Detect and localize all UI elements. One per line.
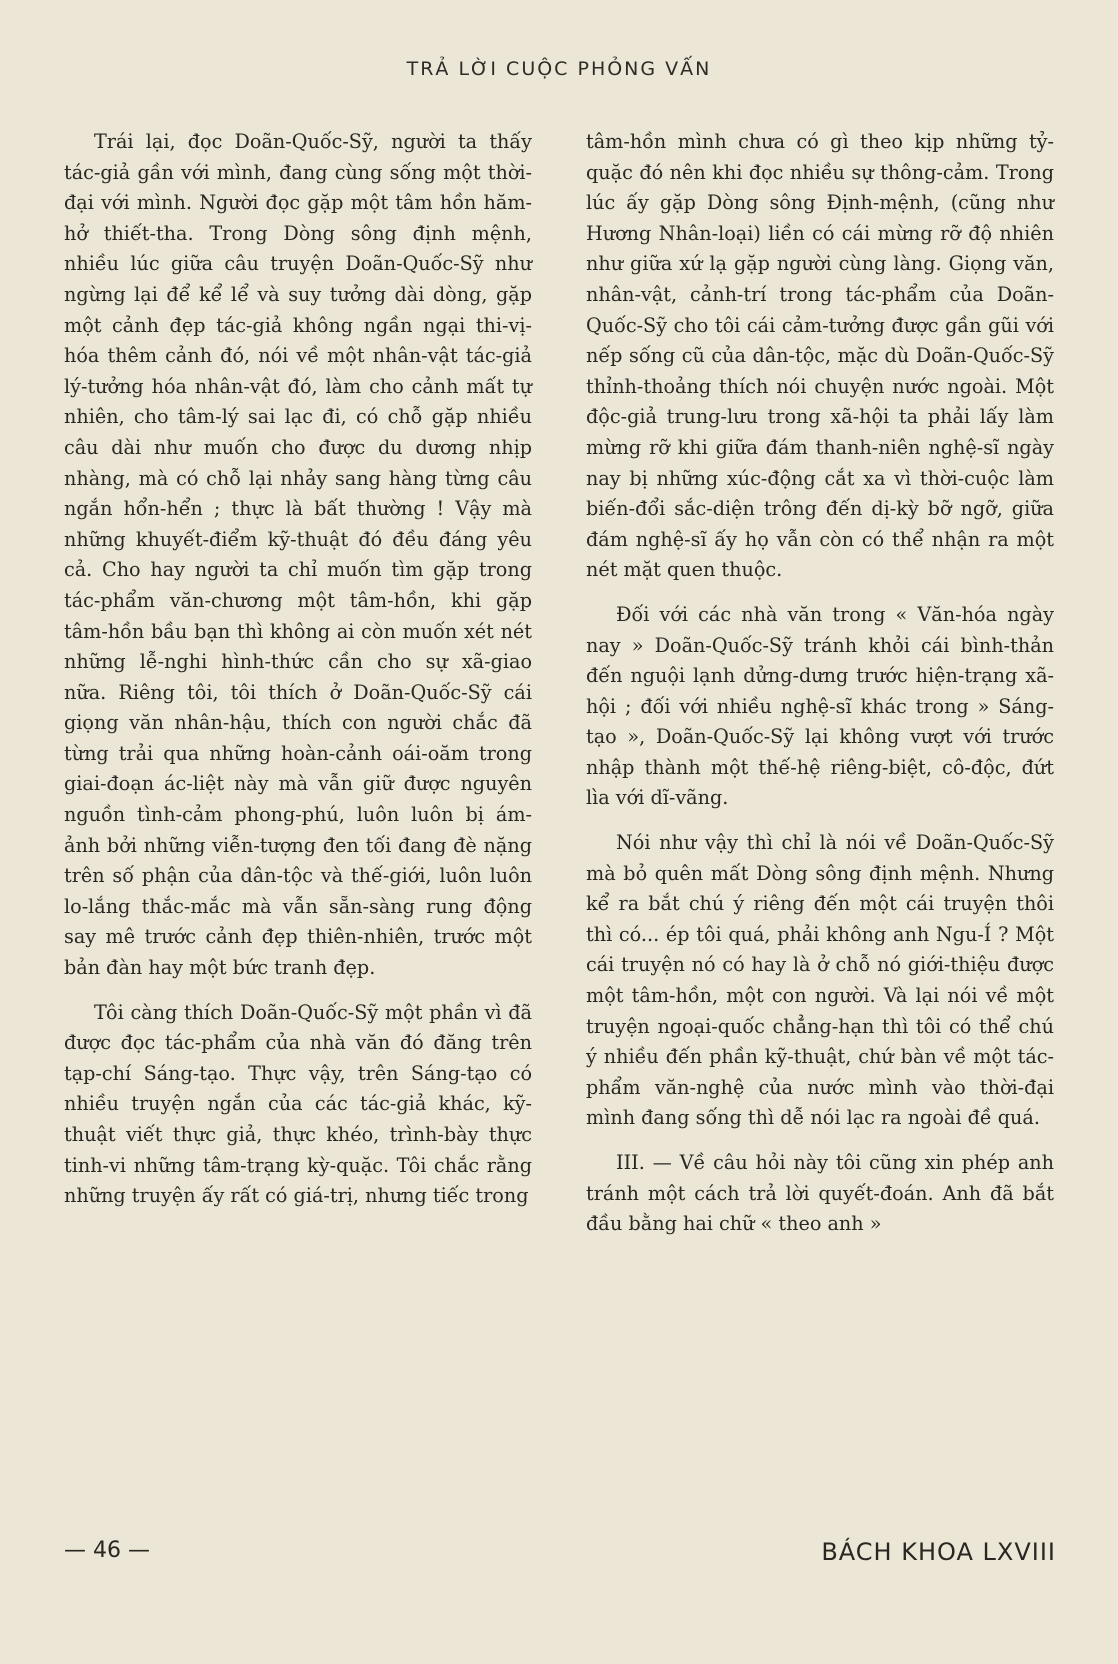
page-number: — 46 — — [64, 1538, 150, 1563]
article-title: TRẢ LỜI CUỘC PHỎNG VẤN — [406, 58, 712, 80]
page-header — [0, 58, 1118, 80]
right-column — [586, 127, 1054, 1240]
paragraph: tâm-hồn mình chưa có gì theo kịp những tỷ-quặc đó nên khi đọc nhiều sự thông-cảm. Trong lúc ấy gặp Dòng sông Định-mệnh, (cũng như Hương Nhân-loại) liền có cái mừng rỡ độ nhiên như giữa xứ lạ gặp người cùng làng. Giọng văn, nhân-vật, cảnh-trí trong tác-phẩm của Doãn-Quốc-Sỹ cho tôi cái cảm-tưởng được gần gũi với nếp sống cũ của dân-tộc, mặc dù Doãn-Quốc-Sỹ thỉnh-thoảng thích nói chuyện nước ngoài. Một độc-giả trung-lưu trong xã-hội ta phải lấy làm mừng rỡ khi giữa đám thanh-niên nghệ-sĩ ngày nay bị những xúc-động cắt xa vì thời-cuộc làm biến-đổi sắc-diện trông đến dị-kỳ bỡ ngỡ, giữa đám nghệ-sĩ ấy họ vẫn còn có thể nhận ra một nét mặt quen thuộc. — [586, 130, 1054, 582]
paragraph: Đối với các nhà văn trong « Văn-hóa ngày nay » Doãn-Quốc-Sỹ tránh khỏi cái bình-thản đến nguội lạnh dửng-dưng trước hiện-trạng xã-hội ; đối với nhiều nghệ-sĩ khác trong » Sáng-tạo », Doãn-Quốc-Sỹ lại không vượt với trước nhập thành một thế-hệ riêng-biệt, cô-độc, đứt lìa với dĩ-vãng. — [586, 602, 1054, 810]
paragraph: Nói như vậy thì chỉ là nói về Doãn-Quốc-Sỹ mà bỏ quên mất Dòng sông định mệnh. Nhưng kể ra bắt chú ý riêng đến một cái truyện thôi thì có... ép tôi quá, phải không anh Ngu-Í ? Một cái truyện nó có hay là ở chỗ nó giới-thiệu được một tâm-hồn, một con người. Và lại nói về một truyện ngoại-quốc chẳng-hạn thì tôi có thể chú ý nhiều đến phần kỹ-thuật, chứ bàn về một tác-phẩm văn-nghệ của nước mình vào thời-đại mình đang sống thì dễ nói lạc ra ngoài đề quá. — [586, 831, 1054, 1130]
paragraph: Trái lại, đọc Doãn-Quốc-Sỹ, người ta thấy tác-giả gần với mình, đang cùng sống một thời-đại với mình. Người đọc gặp một tâm hồn hăm-hở thiết-tha. Trong Dòng sông định mệnh, nhiều lúc giữa câu truyện Doãn-Quốc-Sỹ như ngừng lại để kể lể và suy tưởng dài dòng, gặp một cảnh đẹp tác-giả không ngần ngại thi-vị-hóa thêm cảnh đó, nói về một nhân-vật tác-giả lý-tưởng hóa nhân-vật đó, làm cho cảnh mất tự nhiên, cho tâm-lý sai lạc đi, có chỗ gặp nhiều câu dài như muốn cho được du dương nhịp nhàng, mà có chỗ lại nhảy sang hàng từng câu ngắn hổn-hển ; thực là bất thường ! Vậy mà những khuyết-điểm kỹ-thuật đó đều đáng yêu cả. Cho hay người ta chỉ muốn tìm gặp trong tác-phẩm văn-chương một tâm-hồn, khi gặp tâm-hồn bầu bạn thì không ai còn muốn xét nét những lễ-nghi hình-thức cần cho sự xã-giao nữa. Riêng tôi, tôi thích ở Doãn-Quốc-Sỹ cái giọng văn nhân-hậu, thích con người chắc đã từng trải qua những hoàn-cảnh oái-oăm trong giai-đoạn ác-liệt này mà vẫn giữ được nguyên nguồn tình-cảm phong-phú, luôn luôn bị ám-ảnh bởi những viễn-tượng đen tối đang đè nặng trên số phận của dân-tộc và thế-giới, luôn luôn lo-lắng thắc-mắc mà vẫn sẵn-sàng rung động say mê trước cảnh đẹp thiên-nhiên, trước một bản đàn hay một bức tranh đẹp. — [64, 130, 532, 980]
paragraph: Tôi càng thích Doãn-Quốc-Sỹ một phần vì đã được đọc tác-phẩm của nhà văn đó đăng trên tạp-chí Sáng-tạo. Thực vậy, trên Sáng-tạo có nhiều truyện ngắn của các tác-giả khác, kỹ-thuật viết thực giả, thực khéo, trình-bày thực tinh-vi những tâm-trạng kỳ-quặc. Tôi chắc rằng những truyện ấy rất có giá-trị, nhưng tiếc trong — [64, 1000, 532, 1208]
paragraph: III. — Về câu hỏi này tôi cũng xin phép anh tránh một cách trả lời quyết-đoán. Anh đã bắt đầu bằng hai chữ « theo anh » — [586, 1151, 1054, 1236]
magazine-name: BÁCH KHOA LXVIII — [821, 1538, 1056, 1566]
left-column — [64, 127, 532, 1212]
page-footer — [0, 1538, 1118, 1578]
